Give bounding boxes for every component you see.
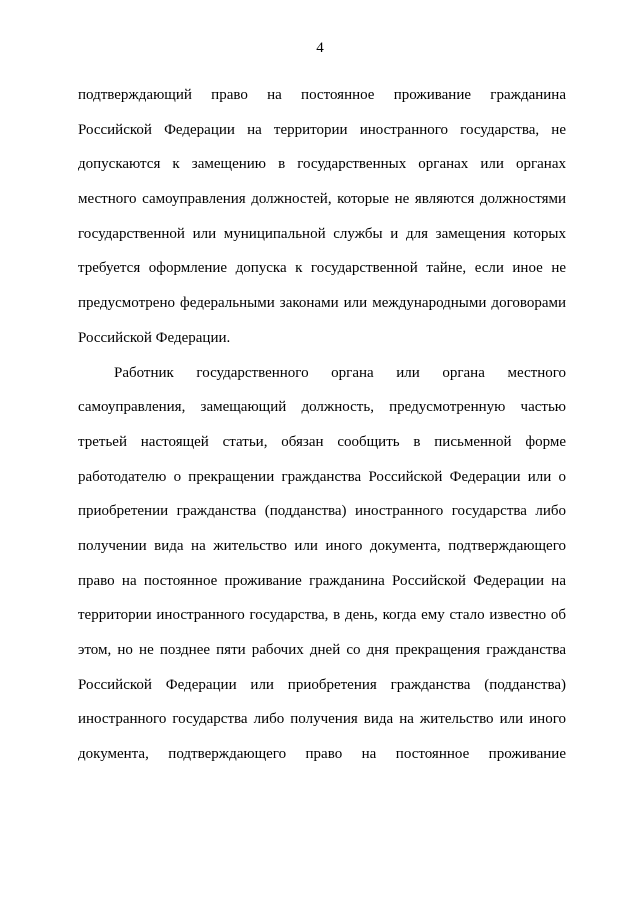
text-line: требуется оформление допуска к государственной тайне, если иное не bbox=[78, 260, 566, 277]
text-line: допускаются к замещению в государственных органах или органах bbox=[78, 156, 566, 173]
text-line: Российской Федерации на территории иностранного государства, не bbox=[78, 121, 566, 138]
text-line: работодателю о прекращении гражданства Российской Федерации или о bbox=[78, 468, 566, 485]
text-line: местного самоуправления должностей, которые не являются должностями bbox=[78, 191, 566, 208]
text-line: подтверждающий право на постоянное проживание гражданина bbox=[78, 87, 566, 103]
text-line: этом, но не позднее пяти рабочих дней со дня прекращения гражданства bbox=[78, 642, 566, 658]
text-line: территории иностранного государства, в день, когда ему стало известно об bbox=[78, 607, 566, 624]
text-line: право на постоянное проживание гражданина Российской Федерации на bbox=[78, 572, 566, 589]
document-body bbox=[78, 78, 566, 772]
text-line: Российской Федерации. bbox=[78, 329, 231, 346]
text-line: предусмотрено федеральными законами или международными договорами bbox=[78, 295, 566, 312]
text-line: документа, подтверждающего право на постоянное проживание bbox=[78, 746, 566, 763]
text-line: третьей настоящей статьи, обязан сообщить в письменной форме bbox=[78, 433, 566, 450]
text-line: приобретении гражданства (подданства) иностранного государства либо bbox=[78, 503, 566, 520]
page-number: 4 bbox=[316, 40, 324, 56]
text-line: Работник государственного органа или органа местного bbox=[114, 364, 566, 381]
paragraph-2 bbox=[78, 356, 566, 772]
text-line: Российской Федерации или приобретения гражданства (подданства) bbox=[78, 676, 566, 693]
paragraph-1 bbox=[78, 78, 566, 356]
text-line: получении вида на жительство или иного документа, подтверждающего bbox=[78, 537, 566, 554]
text-line: самоуправления, замещающий должность, предусмотренную частью bbox=[78, 399, 566, 416]
text-line: государственной или муниципальной службы и для замещения которых bbox=[78, 225, 566, 242]
text-line: иностранного государства либо получения вида на жительство или иного bbox=[78, 711, 566, 728]
